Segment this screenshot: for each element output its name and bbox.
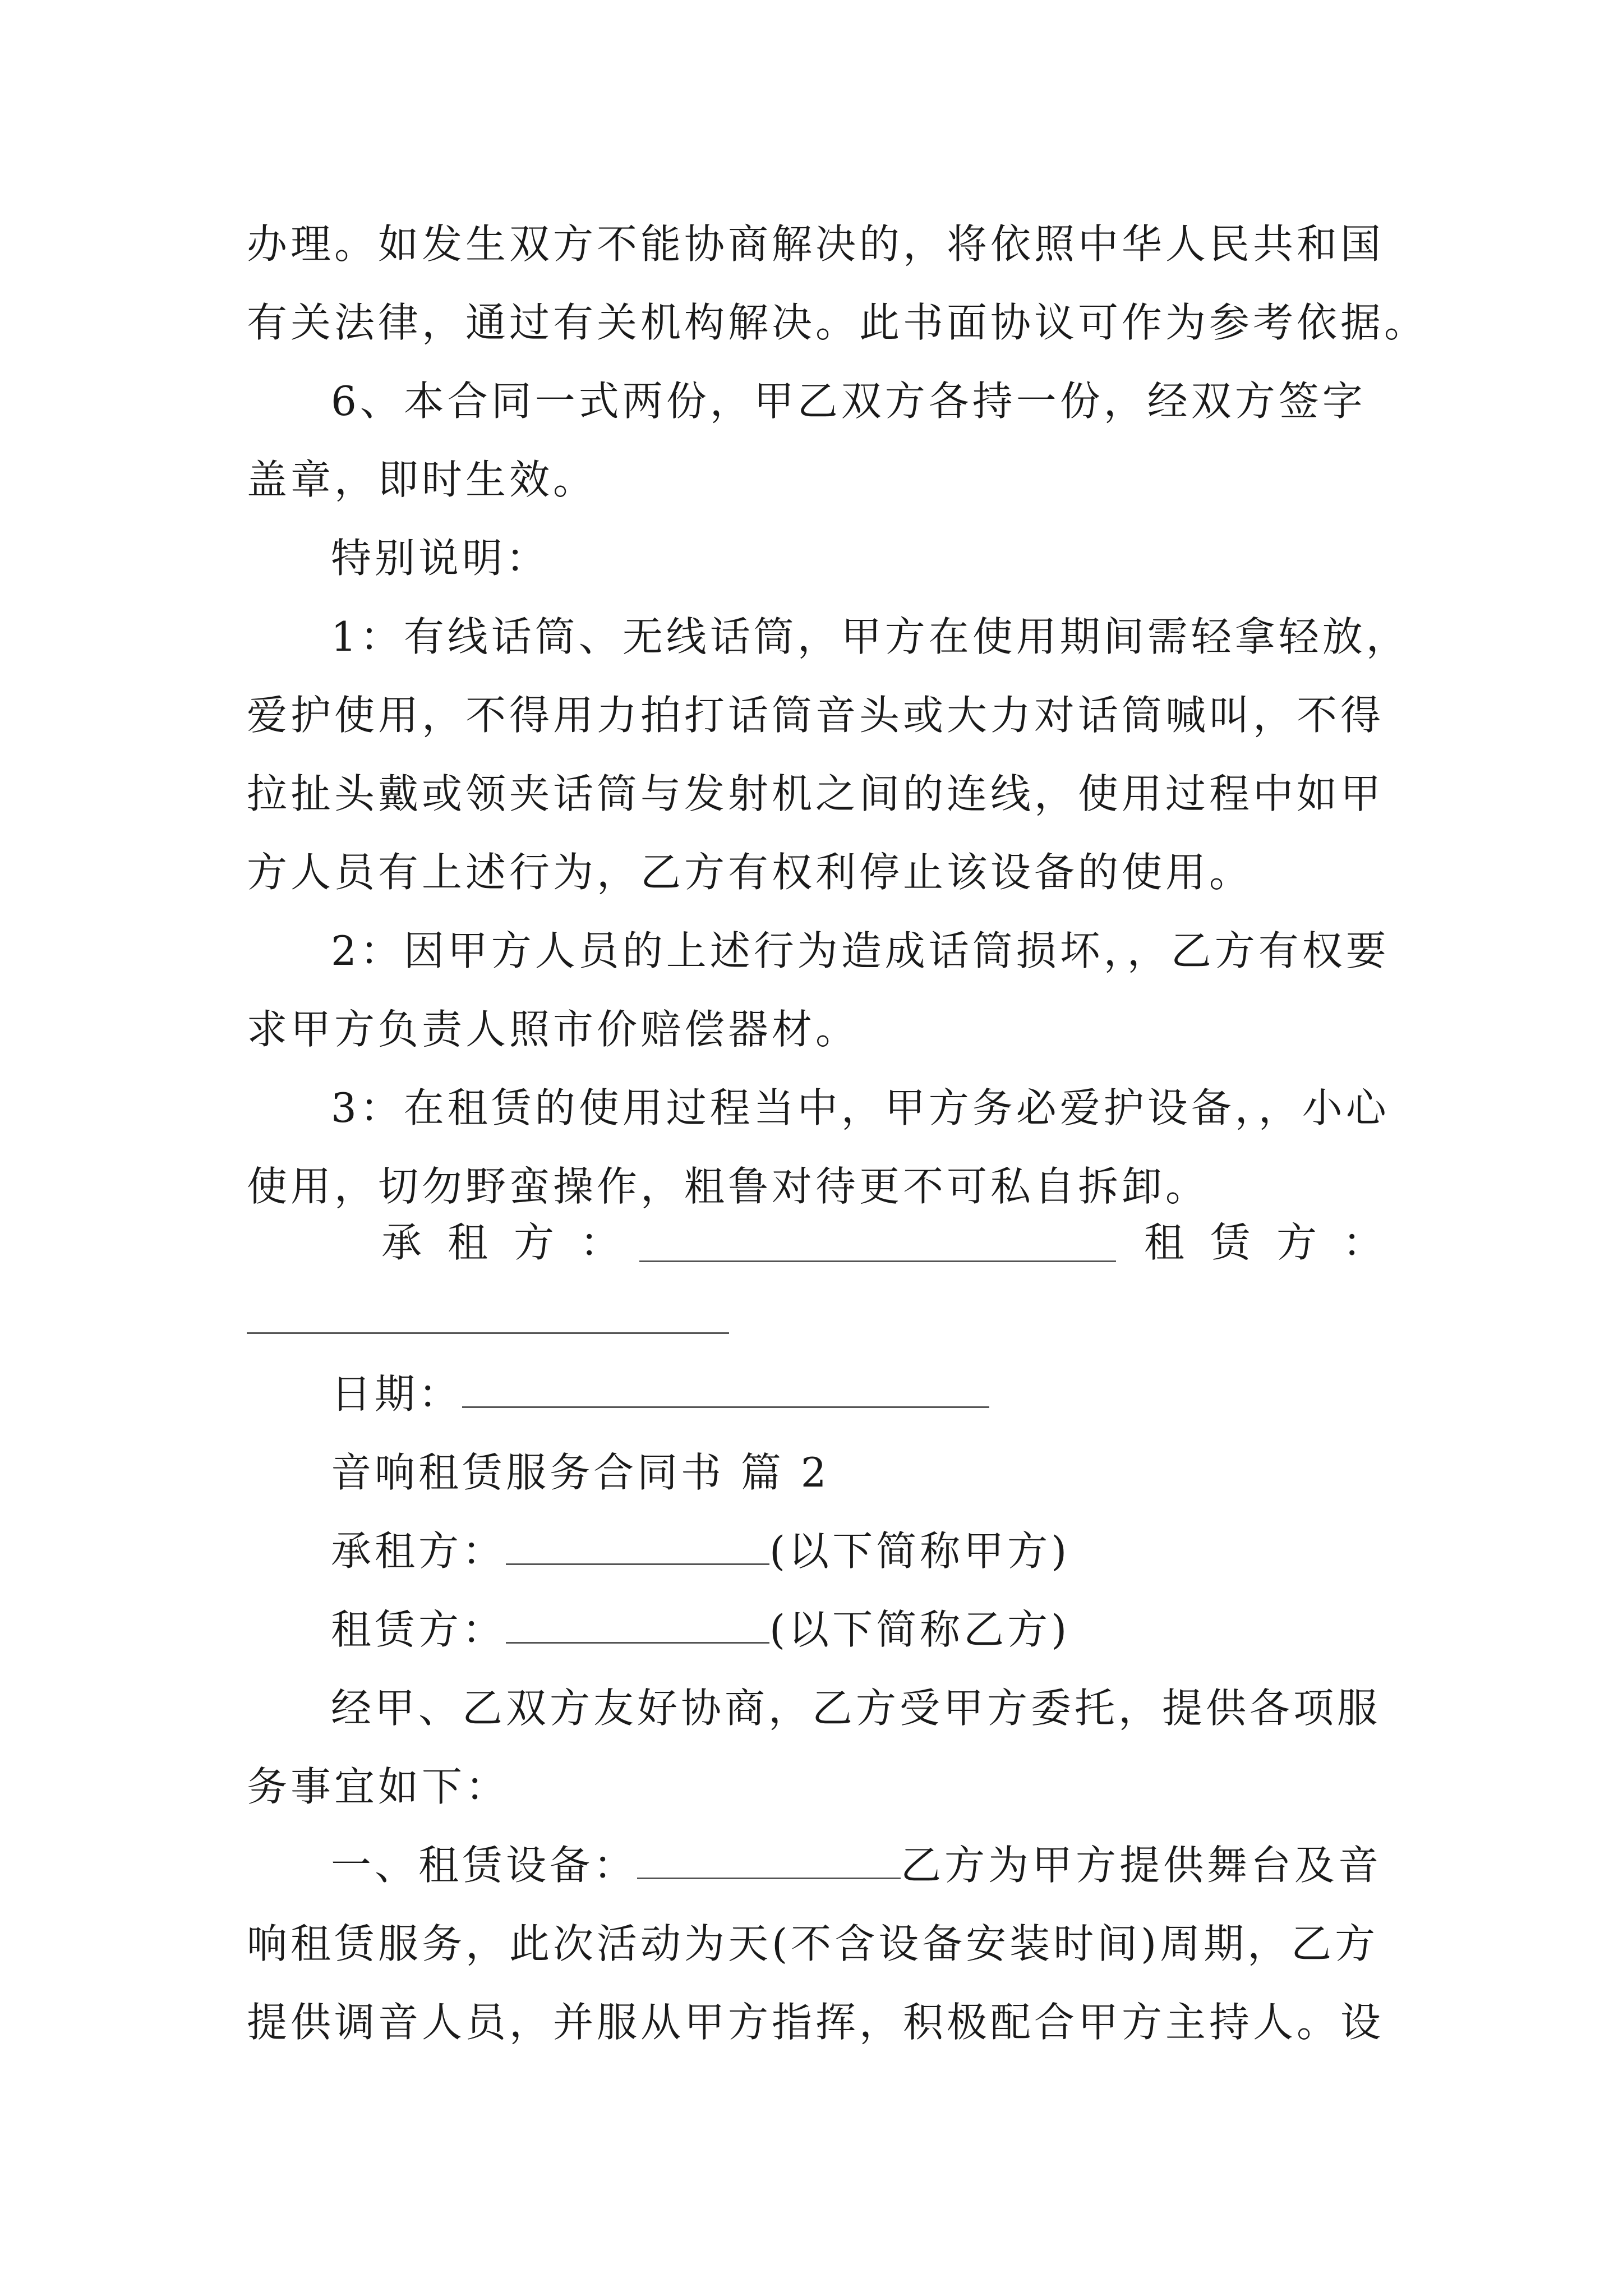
date-row bbox=[331, 1366, 989, 1422]
section-2-lessee-label: 承租方： bbox=[331, 1527, 506, 1575]
section-2-lessee-row bbox=[331, 1523, 1070, 1579]
date-label: 日期： bbox=[331, 1370, 463, 1418]
lessor-signature-blank bbox=[247, 1293, 729, 1334]
section-2-lessee-blank bbox=[506, 1524, 769, 1565]
paragraph-line: 有关法律，通过有关机构解决。此书面协议可作为参考依据。 bbox=[247, 299, 1428, 346]
note-3: 3：在租赁的使用过程当中，甲方务必爱护设备，，小心 bbox=[331, 1084, 1390, 1131]
paragraph-line: 爱护使用，不得用力拍打话筒音头或大力对话筒喊叫，不得 bbox=[247, 692, 1385, 739]
note-2: 2：因甲方人员的上述行为造成话筒损坏，，乙方有权要 bbox=[331, 927, 1390, 974]
section-2-lessor-label: 租赁方： bbox=[331, 1606, 506, 1653]
date-blank bbox=[462, 1367, 989, 1408]
section-2-item-1 bbox=[331, 1837, 1382, 1893]
paragraph-line: 求甲方负责人照市价赔偿器材。 bbox=[247, 1006, 860, 1053]
paragraph-line: 盖章，即时生效。 bbox=[247, 456, 597, 503]
section-2-lessor-row bbox=[331, 1602, 1070, 1658]
note-1: 1：有线话筒、无线话筒，甲方在使用期间需轻拿轻放， bbox=[331, 613, 1410, 660]
paragraph-line: 使用，切勿野蛮操作，粗鲁对待更不可私自拆卸。 bbox=[247, 1163, 1210, 1210]
section-2-lessor-suffix: (以下简称乙方) bbox=[769, 1606, 1071, 1653]
section-2-intro: 经甲、乙双方友好协商，乙方受甲方委托，提供各项服 bbox=[331, 1685, 1381, 1732]
paragraph-line: 提供调音人员，并服从甲方指挥，积极配合甲方主持人。设 bbox=[247, 1999, 1385, 2046]
section-2-lessor-blank bbox=[506, 1603, 769, 1644]
paragraph-line: 拉扯头戴或领夹话筒与发射机之间的连线，使用过程中如甲 bbox=[247, 770, 1385, 817]
section-2-lessee-suffix: (以下简称甲方) bbox=[769, 1527, 1071, 1575]
lessee-signature-label: 承租方： bbox=[381, 1219, 647, 1266]
paragraph-line: 务事宜如下： bbox=[247, 1763, 510, 1810]
section-2-title: 音响租赁服务合同书 篇 2 bbox=[331, 1449, 830, 1496]
paragraph-line: 响租赁服务，此次活动为天(不含设备安装时间)周期，乙方 bbox=[247, 1920, 1379, 1967]
paragraph-line: 办理。如发生双方不能协商解决的，将依照中华人民共和国 bbox=[247, 220, 1385, 268]
item-1-blank bbox=[637, 1838, 901, 1879]
lessee-signature-blank bbox=[639, 1221, 1116, 1262]
clause-6: 6、本合同一式两份，甲乙双方各持一份，经双方签字 bbox=[331, 378, 1366, 425]
special-note-heading: 特别说明： bbox=[331, 535, 550, 582]
item-1-suffix: 乙方为甲方提供舞台及音 bbox=[901, 1842, 1382, 1889]
lessor-signature-label: 租赁方： bbox=[1144, 1219, 1409, 1266]
paragraph-line: 方人员有上述行为，乙方有权利停止该设备的使用。 bbox=[247, 849, 1253, 896]
item-1-label: 一、租赁设备： bbox=[331, 1842, 638, 1889]
